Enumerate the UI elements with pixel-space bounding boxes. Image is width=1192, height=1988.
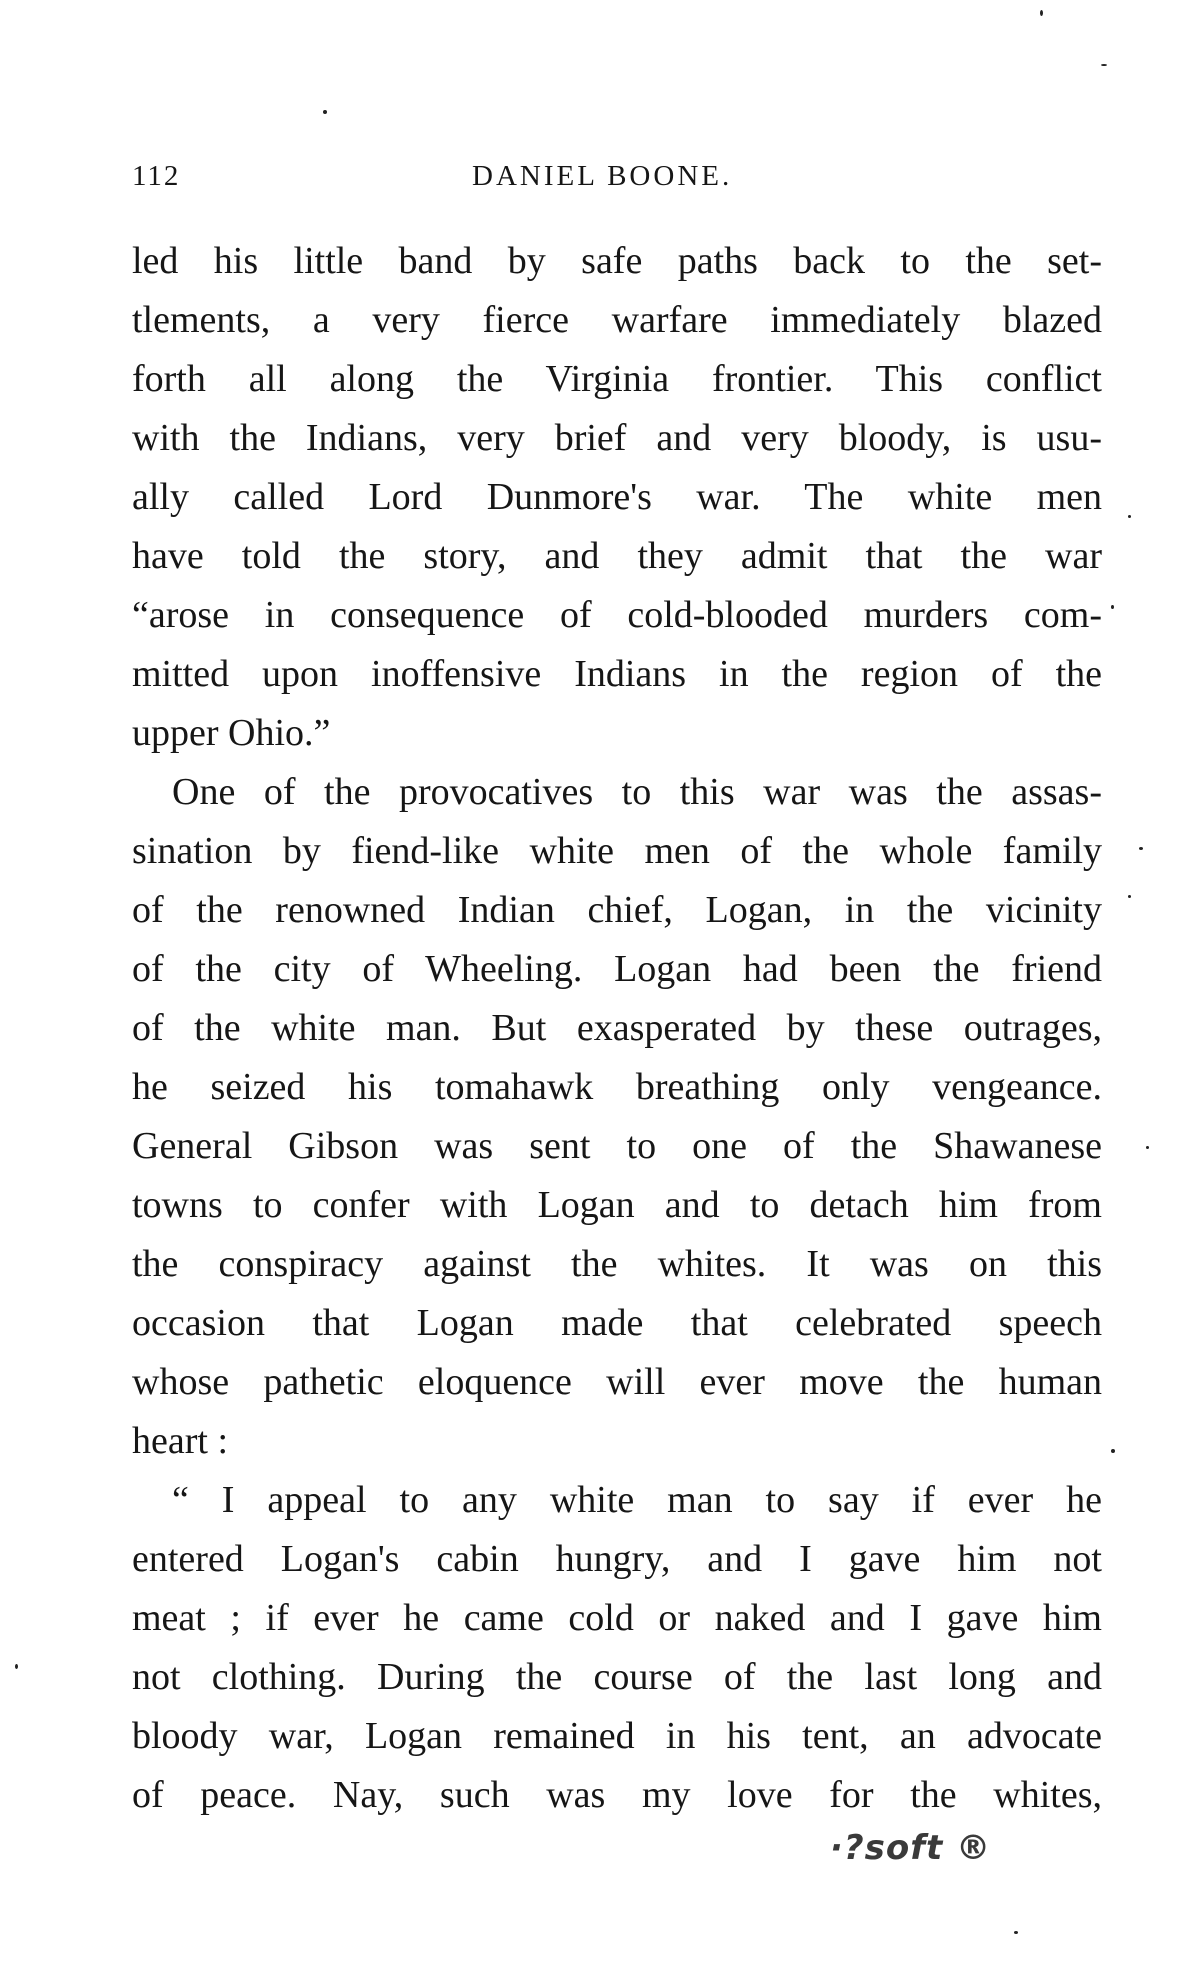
- text-line: have told the story, and they admit that the war: [132, 535, 1102, 577]
- text-line: heart :: [132, 1420, 229, 1462]
- text-line: “ I appeal to any white man to say if ever he: [172, 1479, 1102, 1521]
- text-line: led his little band by safe paths back to the set-: [132, 240, 1102, 282]
- scan-speck: [1101, 64, 1107, 66]
- scan-speck: [15, 1664, 18, 1669]
- scan-speck: [1014, 1931, 1018, 1934]
- body-text: [132, 232, 1102, 1825]
- text-line: occasion that Logan made that celebrated speech: [132, 1302, 1102, 1344]
- scan-speck: [323, 110, 327, 114]
- running-title: DANIEL BOONE.: [472, 160, 733, 192]
- text-line: “arose in consequence of cold-blooded murders com-: [132, 594, 1102, 636]
- scan-speck: [1111, 1449, 1115, 1453]
- text-line: of the renowned Indian chief, Logan, in the vicinity: [132, 889, 1102, 931]
- page-number: 112: [132, 160, 181, 192]
- text-line: whose pathetic eloquence will ever move the human: [132, 1361, 1102, 1403]
- text-line: entered Logan's cabin hungry, and I gave him not: [132, 1538, 1102, 1580]
- text-line: with the Indians, very brief and very bloody, is usu-: [132, 417, 1102, 459]
- text-line: upper Ohio.”: [132, 712, 331, 754]
- scan-speck: [1139, 847, 1143, 850]
- text-line: ally called Lord Dunmore's war. The white men: [132, 476, 1102, 518]
- text-line: he seized his tomahawk breathing only vengeance.: [132, 1066, 1102, 1108]
- text-line: One of the provocatives to this war was the assas-: [172, 771, 1102, 813]
- text-line: meat ; if ever he came cold or naked and I gave him: [132, 1597, 1102, 1639]
- text-line: forth all along the Virginia frontier. This conflict: [132, 358, 1102, 400]
- text-line: towns to confer with Logan and to detach him from: [132, 1184, 1102, 1226]
- scan-speck: [1146, 1146, 1149, 1149]
- text-line: mitted upon inoffensive Indians in the region of the: [132, 653, 1102, 695]
- text-line: not clothing. During the course of the last long and: [132, 1656, 1102, 1698]
- page-header: [132, 160, 1102, 200]
- text-line: of the white man. But exasperated by these outrages,: [132, 1007, 1102, 1049]
- text-line: sination by fiend-like white men of the whole family: [132, 830, 1102, 872]
- text-line: the conspiracy against the whites. It was on this: [132, 1243, 1102, 1285]
- text-line: of peace. Nay, such was my love for the whites,: [132, 1774, 1102, 1816]
- scan-speck: [1128, 515, 1131, 518]
- text-line: General Gibson was sent to one of the Shawanese: [132, 1125, 1102, 1167]
- text-line: tlements, a very fierce warfare immediately blazed: [132, 299, 1102, 341]
- scan-speck: [1040, 10, 1043, 16]
- scan-speck: [1111, 605, 1114, 609]
- scan-speck: [1128, 895, 1131, 898]
- text-line: bloody war, Logan remained in his tent, an advocate: [132, 1715, 1102, 1757]
- watermark: ·?soft ®: [830, 1828, 992, 1868]
- text-line: of the city of Wheeling. Logan had been the friend: [132, 948, 1102, 990]
